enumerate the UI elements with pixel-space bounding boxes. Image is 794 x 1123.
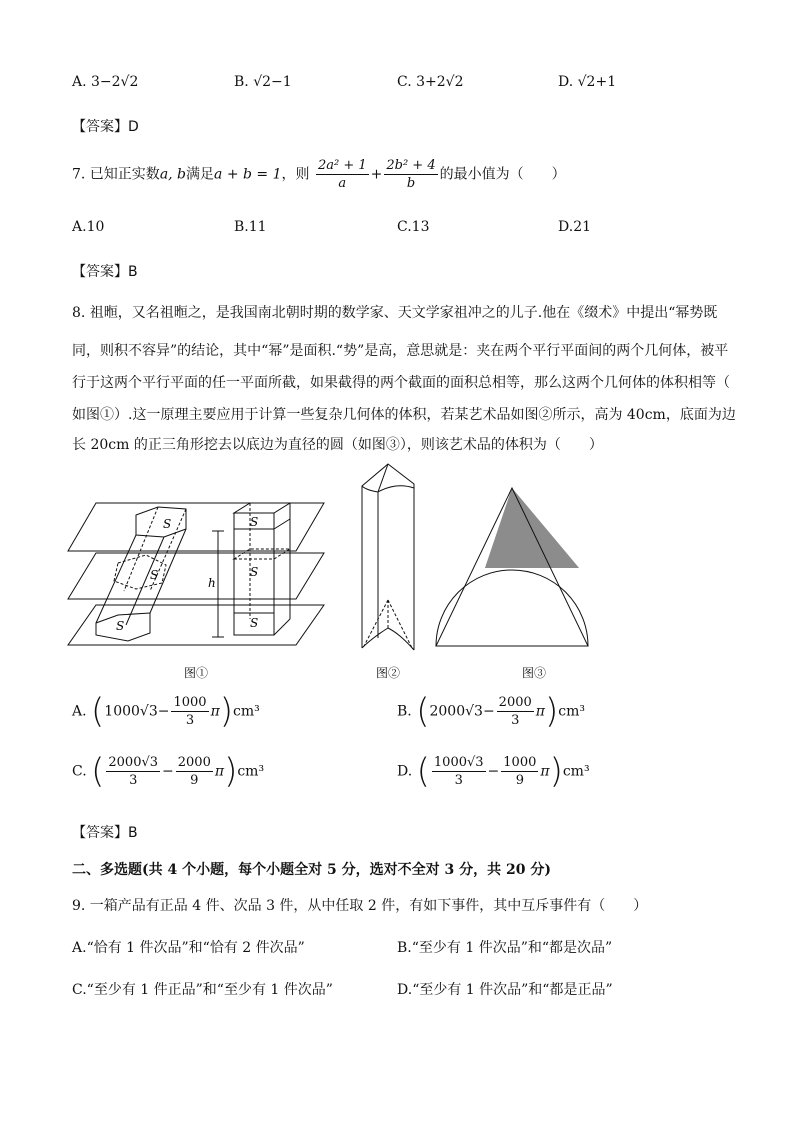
frac-num: 1000 <box>503 755 537 770</box>
answer-label: 【答案】 <box>72 825 128 841</box>
q7-option-c <box>397 219 430 235</box>
answer-label: 【答案】 <box>72 119 128 135</box>
q6-option-b <box>234 74 292 90</box>
q9-option-b <box>397 937 612 957</box>
option-letter: B. <box>234 74 249 90</box>
paren-left: ( <box>91 751 105 792</box>
label-s-4: S <box>250 515 259 529</box>
plane-top <box>68 503 324 551</box>
frac-num: 2a² + 1 <box>317 158 367 173</box>
q7-mid: 满足 <box>186 166 215 183</box>
option-text: “至少有 1 件次品”和“都是正品” <box>412 982 613 998</box>
fig1-caption: 图① <box>184 666 209 680</box>
paren-right: ) <box>219 691 234 732</box>
paren-left: ( <box>416 751 430 792</box>
paren-right: ) <box>224 751 238 792</box>
plane-middle <box>68 553 324 599</box>
q8-option-d <box>397 751 590 792</box>
q8-line-5: 长 20cm 的正三角形挖去以底边为直径的圆（如图③），则该艺术品的体积为（ ） <box>72 437 603 453</box>
option-letter: B. <box>234 219 249 235</box>
answer-value: B <box>128 825 138 841</box>
option-text: 3+2√2 <box>416 74 464 90</box>
option-letter: B. <box>397 703 412 720</box>
q6-option-a <box>72 74 138 90</box>
prism-top-face <box>136 507 186 537</box>
frac-a <box>432 754 486 789</box>
q9-option-a <box>72 937 305 957</box>
frac-den: 3 <box>129 773 138 788</box>
term-a: 1000√3 <box>104 703 158 720</box>
plane-bottom <box>68 605 324 645</box>
q7-answer <box>72 261 138 281</box>
frac-den: 9 <box>515 773 524 788</box>
q8-option-b <box>397 691 585 732</box>
figure-3 <box>432 482 594 652</box>
pi: π <box>535 703 545 720</box>
art-bottom-arc <box>362 628 414 650</box>
unit: cm³ <box>233 703 260 720</box>
frac-a <box>106 754 160 789</box>
label-h: h <box>208 576 216 590</box>
q8-option-a <box>72 691 260 732</box>
unit: cm³ <box>237 763 265 780</box>
label-s-6: S <box>250 616 259 630</box>
answer-value: B <box>128 264 138 280</box>
option-text: 10 <box>86 219 105 235</box>
option-text: 21 <box>573 219 592 235</box>
figure-2 <box>356 462 418 654</box>
frac-b <box>171 694 208 729</box>
q7-option-d <box>558 219 591 235</box>
label-s-3: S <box>116 619 125 633</box>
option-letter: A. <box>72 74 87 90</box>
q7-frac2 <box>384 157 437 192</box>
q6-option-d <box>558 74 616 90</box>
unit: cm³ <box>562 763 590 780</box>
paren-right: ) <box>544 691 559 732</box>
option-text: “至少有 1 件次品”和“都是次品” <box>411 940 613 956</box>
q7-suffix: 的最小值为（ ） <box>439 166 566 183</box>
art-top <box>362 464 414 492</box>
option-text: 13 <box>411 219 430 235</box>
pi: π <box>210 703 220 720</box>
minus: − <box>482 703 495 720</box>
q7-frac1 <box>316 157 369 192</box>
figure-1 <box>66 495 328 653</box>
frac-b <box>501 754 538 789</box>
option-text: 3−2√2 <box>91 74 139 90</box>
q8-line-1: 8. 祖暅，又名祖暅之，是我国南北朝时期的数学家、天文学家祖冲之的儿子.他在《缀术》中提出“幂势既 <box>72 305 718 321</box>
paren-left: ( <box>416 691 430 732</box>
option-letter: D. <box>397 763 413 780</box>
q8-line-4: 如图①）.这一原理主要应用于计算一些复杂几何体的体积，若某艺术品如图②所示，高为 40cm，底面为边 <box>72 407 736 423</box>
q7-plus: + <box>370 166 383 183</box>
answer-value: D <box>128 119 139 135</box>
q8-answer <box>72 822 138 842</box>
option-text: √2+1 <box>577 74 617 90</box>
term-a: 2000√3 <box>429 703 483 720</box>
unit: cm³ <box>558 703 585 720</box>
paren-right: ) <box>549 751 563 792</box>
q7-then: ，则 <box>281 166 310 183</box>
frac-b <box>176 754 213 789</box>
q7-stem <box>72 157 566 192</box>
q9-option-d <box>397 979 613 999</box>
frac-num: 1000√3 <box>433 755 484 770</box>
q8-line-2: 同，则积不容异”的结论，其中“幂”是面积.“势”是高，意思就是：夹在两个平行平面间的两个几何体，被平 <box>72 343 729 359</box>
q7-vars: a, b <box>159 166 187 183</box>
option-text: √2−1 <box>253 74 292 90</box>
option-text: “恰有 1 件次品”和“恰有 2 件次品” <box>86 940 305 956</box>
option-text: “至少有 1 件正品”和“至少有 1 件次品” <box>86 982 333 998</box>
q8-option-c <box>72 751 265 792</box>
frac-num: 2000 <box>177 755 211 770</box>
option-letter: B. <box>397 940 412 956</box>
frac-num: 2000√3 <box>108 755 159 770</box>
q6-answer <box>72 116 139 136</box>
option-letter: D. <box>397 982 413 998</box>
label-s-1: S <box>163 517 172 531</box>
frac-den: 3 <box>511 713 520 728</box>
frac-den: 3 <box>185 713 195 728</box>
frac-num: 2000 <box>498 695 532 710</box>
option-text: 11 <box>248 219 267 235</box>
fig2-caption: 图② <box>376 666 401 680</box>
semicircle-arc <box>436 570 588 646</box>
box-top-back <box>234 503 290 513</box>
option-letter: C. <box>397 219 412 235</box>
option-letter: A. <box>72 703 87 720</box>
minus: − <box>487 763 500 780</box>
option-letter: D. <box>558 74 574 90</box>
paren-left: ( <box>91 691 105 732</box>
option-letter: C. <box>397 74 412 90</box>
option-letter: D. <box>558 219 574 235</box>
label-s-5: S <box>250 565 259 579</box>
frac-den: 9 <box>190 773 199 788</box>
frac-b <box>497 694 534 729</box>
option-letter: A. <box>72 940 87 956</box>
option-letter: A. <box>72 219 87 235</box>
frac-den: 3 <box>454 773 463 788</box>
label-s-2: S <box>150 568 159 582</box>
q8-line-3: 行于这两个平行平面的任一平面所截，如果截得的两个截面的面积总相等，那么这两个几何体的体积相等（ <box>72 375 730 391</box>
frac-num: 1000 <box>173 695 207 710</box>
frac-den: a <box>338 176 347 191</box>
q7-option-a <box>72 219 104 235</box>
option-letter: C. <box>72 982 87 998</box>
q9-stem: 9. 一箱产品有正品 4 件、次品 3 件，从中任取 2 件，有如下事件，其中互斥事件有（ ） <box>72 898 648 914</box>
section-2-title: 二、多选题(共 4 个小题，每个小题全对 5 分，选对不全对 3 分，共 20 分) <box>72 862 551 878</box>
minus: − <box>162 763 174 780</box>
pi: π <box>214 763 225 780</box>
fig3-caption: 图③ <box>522 666 547 680</box>
minus: − <box>157 703 170 720</box>
q7-prefix: 7. 已知正实数 <box>72 166 160 183</box>
q9-option-c <box>72 979 333 999</box>
q7-option-b <box>234 219 267 235</box>
pi: π <box>540 763 550 780</box>
frac-num: 2b² + 4 <box>386 158 436 173</box>
q7-cond: a + b = 1 <box>214 166 282 183</box>
answer-label: 【答案】 <box>72 264 128 280</box>
option-letter: C. <box>72 763 87 780</box>
q6-option-c <box>397 74 464 90</box>
frac-den: b <box>406 176 416 191</box>
